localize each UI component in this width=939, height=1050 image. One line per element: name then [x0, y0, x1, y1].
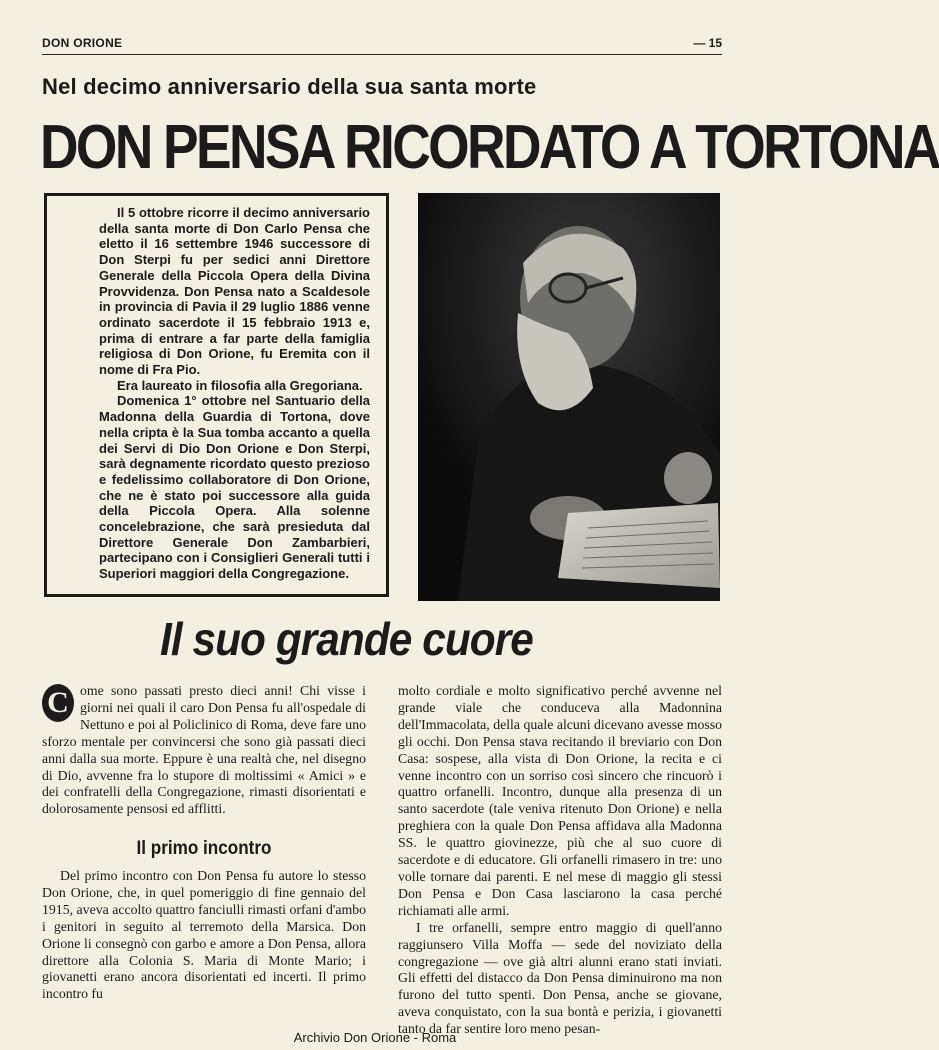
running-header — [42, 36, 722, 55]
article-column-1-top — [42, 683, 366, 818]
intro-paragraph-3: Domenica 1° ottobre nel Santuario della Madonna della Guardia di Tortona, dove nella cripta è la Sua tomba accanto a quella dei Servi di Dio Don Orione e Don Sterpi, sarà degnamente ricordato questo prezioso e fedelissimo collaboratore di Don Orione, che ne è stato poi successore alla guida della Piccola Opera. Alla solenne concelebrazione, che sarà presieduta dal Direttore Generale Don Zambarbieri, partecipano con i Consiglieri Generali tutti i Superiori maggiori della Congregazione. — [99, 393, 370, 582]
opening-paragraph — [42, 683, 366, 818]
kicker: Nel decimo anniversario della sua santa morte — [42, 74, 537, 99]
section-title: Il primo incontro — [136, 838, 272, 859]
page-number: — 15 — [693, 36, 722, 50]
intro-paragraph-2: Era laureato in filosofia alla Gregoriana. — [117, 377, 363, 393]
article-column-1-bottom — [42, 868, 366, 1003]
section-headline: Il suo grande cuore — [160, 613, 533, 665]
intro-paragraph-1: Il 5 ottobre ricorre il decimo anniversario della santa morte di Don Carlo Pensa che eletto il 16 settembre 1946 successore di Don Sterpi fu per sedici anni Direttore Generale della Piccola Opera della Divina Provvidenza. Don Pensa nato a Scaldesole in provincia di Pavia il 29 luglio 1886 venne ordinato sacerdote il 15 febbraio 1913 e, prima di entrare a far parte della famiglia religiosa di Don Orione, fu Eremita con il nome di Fra Pio. — [99, 205, 370, 378]
magazine-name: DON ORIONE — [42, 36, 123, 50]
first-meeting-paragraph: Del primo incontro con Don Pensa fu autore lo stesso Don Orione, che, in quel pomeriggio di fine gennaio del 1915, aveva accolto quattro fanciulli rimasti orfani d'ambo i genitori in seguito al terremoto della Marsica. Don Orione li consegnò con garbo e amore a Don Pensa, allora direttore alla Colonia S. Maria di Monte Mario; i giovanetti erano ancora disorientati ed incerti. Il primo incontro fu — [42, 868, 366, 1002]
column-2-paragraph-1: molto cordiale e molto significativo perché avvenne nel grande viale che conduceva alla Madonnina dell'Immacolata, della quale alcuni dicevano avesse mosso gli occhi. Don Pensa stava recitando il breviario con Don Casa: sospese, alla vista di Don Orione, la recita e ci venne incontro con un sorriso così sincero che rincuorò i quattro orfanelli. Incontro, dunque alla presenza di un santo sacerdote (tale veniva ritenuto Don Orione) e nella preghiera con la quale Don Pensa affidava alla Madonna SS. le quattro giovinezze, più che al suo cuore di sacerdote e di educatore. Gli orfanelli rimasero in tre: uno volle tornare dai parenti. E nel mese di maggio gli stessi Don Pensa e Don Casa lasciarono la casa perché richiamati alle armi. — [398, 683, 722, 918]
column-2-paragraph-2: I tre orfanelli, sempre entro maggio di quell'anno raggiunsero Villa Moffa — sede del noviziato della congregazione — ove già altri alunni erano stati inviati. Gli effetti del distacco da Don Pensa diminuirono ma non furono del tutto spenti. Don Pensa, anche se giovane, aveva conquistato, con la sua bontà e perizia, i giovanetti tanto da far sentire loro meno pesan- — [398, 919, 722, 1037]
headline: DON PENSA RICORDATO A TORTONA — [40, 113, 939, 182]
drop-cap: C — [42, 684, 74, 722]
article-column-2 — [398, 683, 722, 1038]
intro-box — [44, 193, 389, 597]
opening-paragraph-text: ome sono passati presto dieci anni! Chi visse i giorni nei quali il caro Don Pensa fu all'ospedale di Nettuno e poi al Policlinico di Roma, deve fare uno sforzo mentale per convincersi che sono già passati dieci anni dalla sua morte. Eppure è una realtà che, nel disegno di Dio, avvenne fra lo stupore di moltissimi « Amici » e dei confratelli della Congregazione, rimasti disorientati e dolorosamente pensosi ed afflitti. — [42, 683, 366, 817]
portrait-photo — [418, 193, 720, 601]
archive-footer: Archivio Don Orione - Roma — [293, 1030, 457, 1045]
